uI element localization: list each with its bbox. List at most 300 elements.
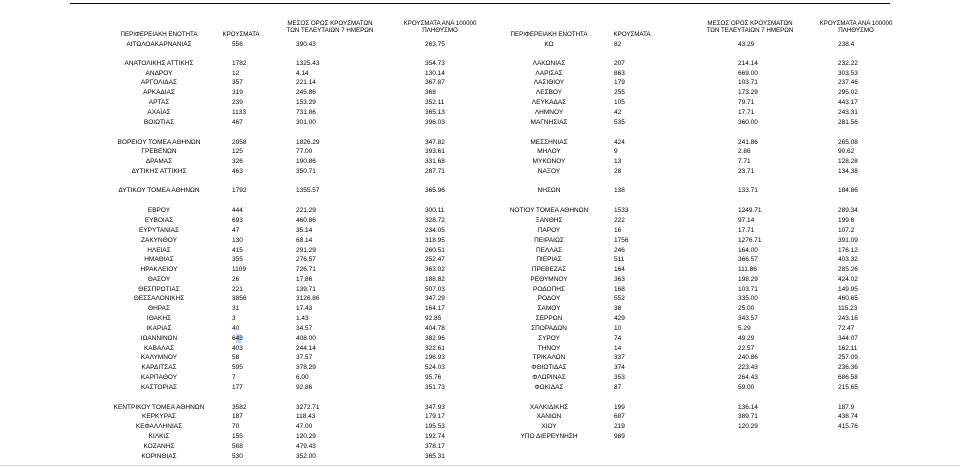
left-per100k-cell: 365.13 bbox=[425, 109, 445, 116]
left-cases-cell: 1792 bbox=[232, 187, 247, 194]
left-avg7-cell: 301.00 bbox=[296, 119, 316, 126]
left-cases-cell: 3582 bbox=[232, 404, 247, 411]
right-avg7-cell: 360.00 bbox=[738, 119, 758, 126]
table-row bbox=[0, 275, 960, 284]
right-cases-cell: 535 bbox=[614, 119, 625, 126]
right-avg7-cell: 2.86 bbox=[738, 148, 751, 155]
left-per100k-cell: 365.96 bbox=[425, 187, 445, 194]
right-cases-cell: 105 bbox=[614, 99, 625, 106]
right-region-cell: ΥΠΟ ΔΙΕΡΕΥΝΗΣΗ bbox=[520, 433, 578, 440]
right-per100k-cell: 215.65 bbox=[838, 384, 858, 391]
left-per100k-cell: 363.02 bbox=[425, 266, 445, 273]
right-cases-cell: 863 bbox=[614, 70, 625, 77]
left-per100k-cell: 331.68 bbox=[425, 158, 445, 165]
right-region-cell: ΡΟΔΟΥ bbox=[537, 295, 561, 302]
left-cases-cell: 467 bbox=[232, 119, 243, 126]
right-avg7-cell: 136.14 bbox=[738, 404, 758, 411]
table-row bbox=[0, 59, 960, 68]
left-cases-cell: 221 bbox=[232, 286, 243, 293]
right-cases-cell: 222 bbox=[614, 217, 625, 224]
left-cases-cell: 12 bbox=[232, 70, 240, 77]
left-region-cell: ΑΝΔΡΟΥ bbox=[145, 70, 173, 77]
left-per100k-cell: 393.61 bbox=[425, 148, 445, 155]
right-cases-cell: 429 bbox=[614, 315, 625, 322]
table-row bbox=[0, 294, 960, 303]
right-cases-cell: 82 bbox=[614, 41, 622, 48]
left-per100k-cell: 347.82 bbox=[425, 139, 445, 146]
left-cases-cell: 155 bbox=[232, 433, 243, 440]
table-row bbox=[0, 285, 960, 294]
left-cases-cell: 47 bbox=[232, 227, 240, 234]
right-cases-cell: 16 bbox=[614, 227, 622, 234]
table-row bbox=[0, 265, 960, 274]
right-avg7-cell: 214.14 bbox=[738, 60, 758, 67]
table-row bbox=[0, 353, 960, 362]
right-region-cell: ΝΟΤΙΟΥ ΤΟΜΕΑ ΑΘΗΝΩΝ bbox=[509, 207, 589, 214]
right-per100k-cell: 238.4 bbox=[838, 41, 855, 48]
table-row bbox=[0, 344, 960, 353]
right-avg7-cell: 669.00 bbox=[738, 70, 758, 77]
left-region-cell: ΘΕΣΣΑΛΟΝΙΚΗΣ bbox=[133, 295, 185, 302]
left-region-cell: ΚΑΡΔΙΤΣΑΣ bbox=[141, 364, 177, 371]
right-region-cell: ΠΑΡΟΥ bbox=[537, 227, 561, 234]
right-avg7-cell: 241.86 bbox=[738, 139, 758, 146]
right-region-cell: ΜΗΛΟΥ bbox=[537, 148, 561, 155]
left-per100k-cell: 263.75 bbox=[425, 41, 445, 48]
left-region-cell: ΖΑΚΥΝΘΟΥ bbox=[141, 237, 177, 244]
left-avg7-cell: 120.29 bbox=[296, 433, 316, 440]
left-per100k-cell: 322.61 bbox=[425, 345, 445, 352]
left-region-cell: ΙΘΑΚΗΣ bbox=[146, 315, 172, 322]
top-rule bbox=[70, 3, 890, 4]
right-cases-cell: 199 bbox=[614, 404, 625, 411]
right-cases-cell: 168 bbox=[614, 286, 625, 293]
left-avg7-cell: 1.43 bbox=[296, 315, 309, 322]
right-per100k-cell: 303.53 bbox=[838, 70, 858, 77]
right-per100k-cell bbox=[838, 452, 878, 461]
right-per100k-cell bbox=[838, 432, 878, 441]
table-row bbox=[0, 422, 960, 431]
left-cases-cell: 70 bbox=[232, 423, 240, 430]
right-region-cell: ΣΥΡΟΥ bbox=[538, 335, 560, 342]
left-cases-cell: 319 bbox=[232, 89, 243, 96]
right-region-cell: ΣΕΡΡΩΝ bbox=[535, 315, 563, 322]
right-avg7-cell: 22.57 bbox=[738, 345, 755, 352]
right-avg7-cell: 43.29 bbox=[738, 41, 755, 48]
right-cases-cell: 207 bbox=[614, 60, 625, 67]
left-cases-cell: 444 bbox=[232, 207, 243, 214]
left-region-cell: ΙΚΑΡΙΑΣ bbox=[146, 325, 172, 332]
left-cases-cell: 595 bbox=[232, 364, 243, 371]
right-avg7-cell bbox=[738, 432, 778, 441]
table-row bbox=[0, 226, 960, 235]
left-region-cell: ΘΕΣΠΡΩΤΙΑΣ bbox=[138, 286, 180, 293]
right-avg7-cell: 173.29 bbox=[738, 89, 758, 96]
left-avg7-cell: 37.57 bbox=[296, 354, 313, 361]
right-region-cell: ΛΑΣΙΘΙΟΥ bbox=[533, 79, 565, 86]
right-per100k-cell: 243.31 bbox=[838, 109, 858, 116]
left-region-cell: ΕΥΡΥΤΑΝΙΑΣ bbox=[138, 227, 180, 234]
right-cases-cell bbox=[614, 442, 644, 451]
left-avg7-cell: 221.14 bbox=[296, 79, 316, 86]
left-cases-cell: 326 bbox=[232, 158, 243, 165]
right-per100k-cell: 232.22 bbox=[838, 60, 858, 67]
right-per100k-cell: 403.32 bbox=[838, 256, 858, 263]
left-region-cell: ΙΩΑΝΝΙΝΩΝ bbox=[140, 335, 178, 342]
table-row bbox=[0, 403, 960, 412]
table-row bbox=[0, 40, 960, 49]
left-region-cell: ΚΑΒΑΛΑΣ bbox=[143, 345, 175, 352]
right-avg7-cell bbox=[738, 442, 778, 451]
table-row bbox=[0, 452, 960, 461]
right-cases-cell: 10 bbox=[614, 325, 622, 332]
table-row bbox=[0, 363, 960, 372]
left-avg7-cell: 17.43 bbox=[296, 305, 313, 312]
left-avg7-cell: 68.14 bbox=[296, 237, 313, 244]
left-region-cell: ΑΝΑΤΟΛΙΚΗΣ ΑΤΤΙΚΗΣ bbox=[124, 60, 194, 67]
right-avg7-cell: 17.71 bbox=[738, 227, 755, 234]
table-row bbox=[0, 383, 960, 392]
header-per100k-left: ΚΡΟΥΣΜΑΤΑ ΑΝΑ 100000 ΠΛΗΘΥΣΜΟ bbox=[403, 20, 477, 35]
left-per100k-cell: 396.03 bbox=[425, 119, 445, 126]
left-cases-cell: 1782 bbox=[232, 60, 247, 67]
right-cases-cell: 87 bbox=[614, 384, 622, 391]
left-per100k-cell: 351.73 bbox=[425, 384, 445, 391]
left-per100k-cell: 287.71 bbox=[425, 168, 445, 175]
right-per100k-cell: 107.2 bbox=[838, 227, 855, 234]
table-row bbox=[0, 167, 960, 176]
right-cases-cell: 38 bbox=[614, 305, 622, 312]
right-region-cell: ΧΙΟΥ bbox=[541, 423, 557, 430]
right-cases-cell: 138 bbox=[614, 187, 625, 194]
left-cases-cell: 1133 bbox=[232, 109, 246, 116]
left-per100k-cell: 164.17 bbox=[425, 305, 445, 312]
left-avg7-cell: 244.14 bbox=[296, 345, 316, 352]
right-cases-cell: 74 bbox=[614, 335, 622, 342]
right-per100k-cell: 285.26 bbox=[838, 266, 858, 273]
left-region-cell: ΕΒΡΟΥ bbox=[147, 207, 171, 214]
left-cases-cell: 355 bbox=[232, 256, 243, 263]
left-avg7-cell: 408.00 bbox=[296, 335, 316, 342]
right-cases-cell: 9 bbox=[614, 148, 618, 155]
table-row bbox=[0, 98, 960, 107]
left-cases-cell: 693 bbox=[232, 217, 243, 224]
right-region-cell: ΠΕΛΛΑΣ bbox=[535, 247, 563, 254]
right-cases-cell: 164 bbox=[614, 266, 625, 273]
header-avg7-right: ΜΕΣΟΣ ΟΡΟΣ ΚΡΟΥΣΜΑΤΩΝ ΤΩΝ ΤΕΛΕΥΤΑΙΩΝ 7 ΗΜΕΡΩΝ bbox=[706, 20, 794, 35]
right-avg7-cell: 59.00 bbox=[738, 384, 755, 391]
left-avg7-cell: 35.14 bbox=[296, 227, 313, 234]
left-region-cell: ΚΕΝΤΡΙΚΟΥ ΤΟΜΕΑ ΑΘΗΝΩΝ bbox=[113, 404, 205, 411]
left-cases-cell: 2058 bbox=[232, 139, 247, 146]
left-per100k-cell: 92.85 bbox=[425, 315, 442, 322]
left-per100k-cell: 328.72 bbox=[425, 217, 445, 224]
right-avg7-cell: 111.86 bbox=[738, 266, 757, 273]
left-avg7-cell: 350.71 bbox=[296, 168, 316, 175]
left-per100k-cell: 130.14 bbox=[425, 70, 445, 77]
left-avg7-cell: 190.86 bbox=[296, 158, 316, 165]
left-per100k-cell: 196.93 bbox=[425, 354, 445, 361]
right-avg7-cell: 17.71 bbox=[738, 109, 755, 116]
right-avg7-cell: 103.71 bbox=[738, 79, 758, 86]
right-region-cell: ΡΟΔΟΠΗΣ bbox=[533, 286, 565, 293]
left-region-cell: ΑΙΤΩΛΟΑΚΑΡΝΑΝΙΑΣ bbox=[126, 41, 192, 48]
right-region-cell: ΚΩ bbox=[544, 41, 554, 48]
right-per100k-cell: 344.07 bbox=[838, 335, 858, 342]
left-avg7-cell: 726.71 bbox=[296, 266, 316, 273]
left-cases-cell: 130 bbox=[232, 237, 243, 244]
right-avg7-cell: 120.29 bbox=[738, 423, 758, 430]
right-avg7-cell: 343.57 bbox=[738, 315, 758, 322]
right-cases-cell: 511 bbox=[614, 256, 625, 263]
right-avg7-cell: 223.43 bbox=[738, 364, 758, 371]
left-per100k-cell: 300.11 bbox=[425, 207, 445, 214]
table-row bbox=[0, 314, 960, 323]
table-row bbox=[0, 216, 960, 225]
left-avg7-cell: 245.86 bbox=[296, 89, 316, 96]
right-per100k-cell: 90.62 bbox=[838, 148, 855, 155]
left-avg7-cell: 139.71 bbox=[296, 286, 316, 293]
left-avg7-cell: 1355.57 bbox=[296, 187, 320, 194]
right-per100k-cell: 128.28 bbox=[838, 158, 858, 165]
left-region-cell: ΗΡΑΚΛΕΙΟΥ bbox=[140, 266, 178, 273]
right-per100k-cell: 460.65 bbox=[838, 295, 858, 302]
right-per100k-cell: 243.16 bbox=[838, 315, 858, 322]
right-cases-cell: 989 bbox=[614, 433, 625, 440]
right-per100k-cell: 134.38 bbox=[838, 168, 858, 175]
left-avg7-cell: 479.43 bbox=[296, 443, 316, 450]
right-region-cell: ΝΑΞΟΥ bbox=[537, 168, 561, 175]
right-per100k-cell: 149.95 bbox=[838, 286, 858, 293]
left-per100k-cell: 252.47 bbox=[425, 256, 445, 263]
right-per100k-cell: 176.12 bbox=[838, 247, 858, 254]
left-avg7-cell: 3272.71 bbox=[296, 404, 320, 411]
right-per100k-cell: 686.58 bbox=[838, 374, 858, 381]
left-per100k-cell: 378.17 bbox=[425, 443, 445, 450]
table-row bbox=[0, 118, 960, 127]
left-cases-cell: 31 bbox=[232, 305, 240, 312]
right-cases-cell: 353 bbox=[614, 374, 625, 381]
left-region-cell: ΔΡΑΜΑΣ bbox=[145, 158, 173, 165]
left-avg7-cell: 34.57 bbox=[296, 325, 313, 332]
right-cases-cell: 28 bbox=[614, 168, 622, 175]
left-avg7-cell: 77.00 bbox=[296, 148, 313, 155]
right-cases-cell: 374 bbox=[614, 364, 625, 371]
left-cases-cell: 239 bbox=[232, 99, 243, 106]
table-row bbox=[0, 78, 960, 87]
left-cases-cell: 3 bbox=[232, 315, 236, 322]
left-avg7-cell: 47.00 bbox=[296, 423, 313, 430]
right-avg7-cell: 49.29 bbox=[738, 335, 755, 342]
right-region-cell bbox=[492, 452, 606, 461]
right-region-cell: ΠΕΙΡΑΙΩΣ bbox=[534, 237, 564, 244]
left-region-cell: ΑΧΑΪΑΣ bbox=[147, 109, 171, 116]
bottom-rule bbox=[0, 465, 960, 466]
left-region-cell: ΑΡΚΑΔΙΑΣ bbox=[143, 89, 175, 96]
left-avg7-cell: 92.86 bbox=[296, 384, 313, 391]
right-region-cell: ΠΡΕΒΕΖΑΣ bbox=[531, 266, 567, 273]
header-region-right: ΠΕΡΙΦΕΡΕΙΑΚΗ ΕΝΟΤΗΤΑ bbox=[510, 31, 588, 38]
table-row bbox=[0, 186, 960, 195]
left-region-cell: ΗΛΕΙΑΣ bbox=[147, 247, 171, 254]
right-per100k-cell: 265.08 bbox=[838, 139, 858, 146]
table-row bbox=[0, 157, 960, 166]
right-region-cell: ΡΕΘΥΜΝΟΥ bbox=[530, 276, 568, 283]
right-cases-cell: 1533 bbox=[614, 207, 629, 214]
right-per100k-cell: 236.36 bbox=[838, 364, 858, 371]
right-region-cell: ΞΑΝΘΗΣ bbox=[535, 217, 563, 224]
left-cases-cell: 568 bbox=[232, 443, 243, 450]
right-region-cell: ΤΗΝΟΥ bbox=[537, 345, 561, 352]
right-avg7-cell: 5.29 bbox=[738, 325, 751, 332]
right-region-cell: ΛΑΡΙΣΑΣ bbox=[535, 70, 563, 77]
right-per100k-cell: 199.6 bbox=[838, 217, 855, 224]
left-per100k-cell: 382.96 bbox=[425, 335, 445, 342]
right-region-cell: ΜΥΚΟΝΟΥ bbox=[532, 158, 566, 165]
right-per100k-cell: 281.56 bbox=[838, 119, 858, 126]
right-per100k-cell: 443.17 bbox=[838, 99, 858, 106]
right-cases-cell: 246 bbox=[614, 247, 625, 254]
left-per100k-cell: 318.95 bbox=[425, 237, 445, 244]
left-avg7-cell: 221.29 bbox=[296, 207, 316, 214]
table-row bbox=[0, 69, 960, 78]
right-region-cell: ΣΠΟΡΑΔΩΝ bbox=[531, 325, 567, 332]
right-region-cell: ΦΩΚΙΔΑΣ bbox=[534, 384, 564, 391]
left-cases-cell: 1109 bbox=[232, 266, 246, 273]
left-avg7-cell: 352.00 bbox=[296, 453, 316, 460]
right-per100k-cell: 187.9 bbox=[838, 404, 855, 411]
table-row bbox=[0, 432, 960, 441]
right-region-cell: ΠΙΕΡΙΑΣ bbox=[536, 256, 562, 263]
table-row bbox=[0, 442, 960, 451]
left-cases-cell: 26 bbox=[232, 276, 240, 283]
left-per100k-cell: 95.76 bbox=[425, 374, 442, 381]
right-avg7-cell: 240.86 bbox=[738, 354, 758, 361]
right-avg7-cell: 23.71 bbox=[738, 168, 755, 175]
right-region-cell: ΝΗΣΩΝ bbox=[537, 187, 561, 194]
right-per100k-cell bbox=[838, 442, 878, 451]
right-cases-cell: 14 bbox=[614, 345, 622, 352]
right-cases-cell: 687 bbox=[614, 413, 625, 420]
left-region-cell: ΚΑΛΥΜΝΟΥ bbox=[140, 354, 178, 361]
table-row bbox=[0, 88, 960, 97]
right-per100k-cell: 415.76 bbox=[838, 423, 858, 430]
header-cases-left: ΚΡΟΥΣΜΑΤΑ bbox=[222, 31, 260, 38]
left-avg7-cell: 118.43 bbox=[296, 413, 316, 420]
left-region-cell: ΑΡΤΑΣ bbox=[148, 99, 170, 106]
right-region-cell: ΛΑΚΩΝΙΑΣ bbox=[532, 60, 566, 67]
right-cases-cell: 337 bbox=[614, 354, 625, 361]
left-region-cell: ΗΜΑΘΙΑΣ bbox=[144, 256, 174, 263]
left-avg7-cell: 17.86 bbox=[296, 276, 313, 283]
left-avg7-cell: 291.29 bbox=[296, 247, 316, 254]
left-avg7-cell: 731.86 bbox=[296, 109, 316, 116]
left-per100k-cell: 507.03 bbox=[425, 286, 445, 293]
right-avg7-cell: 198.29 bbox=[738, 276, 758, 283]
left-avg7-cell: 390.43 bbox=[296, 41, 316, 48]
table-row bbox=[0, 138, 960, 147]
left-per100k-cell: 188.82 bbox=[425, 276, 445, 283]
left-per100k-cell: 367.87 bbox=[425, 79, 445, 86]
right-per100k-cell: 72.47 bbox=[838, 325, 855, 332]
left-avg7-cell: 153.29 bbox=[296, 99, 316, 106]
left-region-cell: ΔΥΤΙΚΟΥ ΤΟΜΕΑ ΑΘΗΝΩΝ bbox=[118, 187, 200, 194]
left-per100k-cell: 404.78 bbox=[425, 325, 445, 332]
left-region-cell: ΓΡΕΒΕΝΩΝ bbox=[141, 148, 177, 155]
left-per100k-cell: 192.74 bbox=[425, 433, 445, 440]
header-per100k-right: ΚΡΟΥΣΜΑΤΑ ΑΝΑ 100000 ΠΛΗΘΥΣΜΟ bbox=[819, 20, 893, 35]
left-region-cell: ΚΟΡΙΝΘΙΑΣ bbox=[141, 453, 177, 460]
left-avg7-cell: 3126.86 bbox=[296, 295, 320, 302]
left-region-cell: ΚΕΡΚΥΡΑΣ bbox=[142, 413, 176, 420]
right-per100k-cell: 257.09 bbox=[838, 354, 858, 361]
left-cases-cell: 357 bbox=[232, 79, 243, 86]
right-avg7-cell: 97.14 bbox=[738, 217, 755, 224]
left-region-cell: ΚΕΦΑΛΛΗΝΙΑΣ bbox=[135, 423, 183, 430]
right-per100k-cell: 162.11 bbox=[838, 345, 858, 352]
right-cases-cell: 179 bbox=[614, 79, 625, 86]
table-row bbox=[0, 304, 960, 313]
header-region-left: ΠΕΡΙΦΕΡΕΙΑΚΗ ΕΝΟΤΗΤΑ bbox=[120, 31, 198, 38]
table-row bbox=[0, 255, 960, 264]
right-per100k-cell: 115.23 bbox=[838, 305, 858, 312]
left-cases-cell: 40 bbox=[232, 325, 240, 332]
left-avg7-cell: 4.14 bbox=[296, 70, 309, 77]
left-cases-cell: 530 bbox=[232, 453, 243, 460]
left-region-cell: ΘΑΣΟΥ bbox=[147, 276, 171, 283]
right-avg7-cell: 25.00 bbox=[738, 305, 755, 312]
left-avg7-cell: 6.00 bbox=[296, 374, 309, 381]
left-region-cell: ΚΟΖΑΝΗΣ bbox=[143, 443, 175, 450]
left-avg7-cell: 276.57 bbox=[296, 256, 316, 263]
left-avg7-cell: 1826.29 bbox=[296, 139, 320, 146]
table-row bbox=[0, 108, 960, 117]
left-cases-cell: 58 bbox=[232, 354, 240, 361]
right-per100k-cell: 289.34 bbox=[838, 207, 858, 214]
table-row bbox=[0, 246, 960, 255]
right-cases-cell: 255 bbox=[614, 89, 625, 96]
left-cases-cell: 556 bbox=[232, 41, 243, 48]
table-row bbox=[0, 147, 960, 156]
left-region-cell: ΚΑΣΤΟΡΙΑΣ bbox=[140, 384, 178, 391]
right-avg7-cell: 7.71 bbox=[738, 158, 751, 165]
right-avg7-cell: 366.57 bbox=[738, 256, 758, 263]
table-row bbox=[0, 324, 960, 333]
left-cases-cell: 177 bbox=[232, 384, 243, 391]
right-avg7-cell: 79.71 bbox=[738, 99, 755, 106]
left-per100k-cell: 347.29 bbox=[425, 295, 445, 302]
right-region-cell: ΜΑΓΝΗΣΙΑΣ bbox=[530, 119, 568, 126]
right-cases-cell: 42 bbox=[614, 109, 622, 116]
header-avg7-left: ΜΕΣΟΣ ΟΡΟΣ ΚΡΟΥΣΜΑΤΩΝ ΤΩΝ ΤΕΛΕΥΤΑΙΩΝ 7 ΗΜΕΡΩΝ bbox=[286, 20, 374, 35]
right-avg7-cell: 389.71 bbox=[738, 413, 758, 420]
right-per100k-cell: 424.02 bbox=[838, 276, 858, 283]
left-avg7-cell: 460.86 bbox=[296, 217, 316, 224]
right-per100k-cell: 438.74 bbox=[838, 413, 858, 420]
left-cases-cell: 643 bbox=[232, 335, 243, 342]
right-region-cell: ΤΡΙΚΑΛΩΝ bbox=[532, 354, 566, 361]
table-row bbox=[0, 373, 960, 382]
right-cases-cell: 424 bbox=[614, 139, 625, 146]
right-region-cell: ΛΗΜΝΟΥ bbox=[534, 109, 564, 116]
left-region-cell: ΒΟΙΩΤΙΑΣ bbox=[143, 119, 175, 126]
right-region-cell: ΛΕΣΒΟΥ bbox=[535, 89, 563, 96]
right-avg7-cell: 1276.71 bbox=[738, 237, 762, 244]
table-row bbox=[0, 412, 960, 421]
left-per100k-cell: 354.73 bbox=[425, 60, 445, 67]
left-region-cell: ΒΟΡΕΙΟΥ ΤΟΜΕΑ ΑΘΗΝΩΝ bbox=[117, 139, 201, 146]
right-cases-cell bbox=[614, 452, 644, 461]
